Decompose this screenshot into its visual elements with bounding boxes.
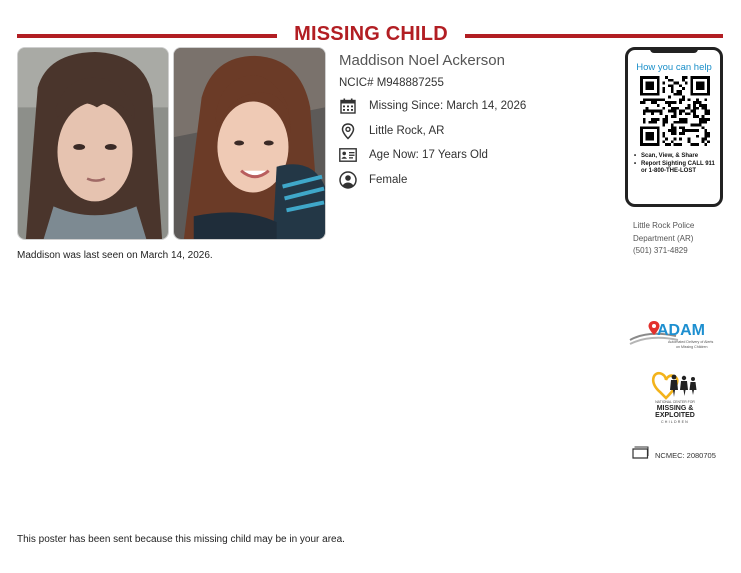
folder-icon [632, 446, 649, 464]
ncic-number: NCIC# M948887255 [339, 77, 444, 89]
footer-notice: This poster has been sent because this missing child may be in your area. [17, 534, 345, 545]
sex-row [339, 170, 408, 190]
help-bullets [633, 153, 719, 176]
header-rule-right [465, 34, 723, 38]
svg-text:NATIONAL CENTER FOR: NATIONAL CENTER FOR [655, 400, 695, 404]
ncmec-case-number [632, 446, 716, 464]
adam-logo [628, 318, 720, 354]
child-name: Maddison Noel Ackerson [339, 52, 505, 69]
missing-since-row [339, 96, 527, 116]
help-bullet: • Report Sighting CALL 911 or 1-800-THE-LOST [633, 161, 719, 176]
help-heading: How you can help [636, 62, 712, 73]
svg-text:EXPLOITED: EXPLOITED [655, 412, 695, 419]
ncmec-logo [646, 368, 704, 428]
calendar-icon [339, 97, 357, 115]
child-photo-2 [173, 47, 326, 240]
header-rule-left [17, 34, 277, 38]
child-photo-1 [17, 47, 169, 240]
how-you-can-help-card [625, 47, 723, 207]
svg-text:MISSING &: MISSING & [656, 405, 694, 412]
svg-text:CHILDREN: CHILDREN [661, 420, 689, 424]
help-bullet: • Scan, View, & Share [633, 153, 719, 161]
qr-code[interactable] [640, 76, 710, 146]
svg-text:Automated Delivery of Alerts: Automated Delivery of Alerts [668, 340, 714, 344]
poster-title: MISSING CHILD [294, 23, 448, 45]
sex-text: Female [369, 174, 408, 186]
svg-text:on Missing Children: on Missing Children [676, 345, 708, 349]
svg-text:ADAM: ADAM [657, 322, 705, 339]
location-text: Little Rock, AR [369, 125, 445, 137]
location-pin-icon [339, 122, 357, 140]
ncmec-id-text: NCMEC: 2080705 [655, 450, 716, 460]
missing-since-text: Missing Since: March 14, 2026 [369, 100, 527, 112]
id-card-icon [339, 146, 357, 164]
location-row [339, 121, 445, 141]
age-text: Age Now: 17 Years Old [369, 149, 488, 161]
agency-phone: (501) 371-4829 [633, 246, 688, 255]
agency-contact [633, 220, 733, 258]
phone-notch [650, 47, 698, 53]
last-seen-caption: Maddison was last seen on March 14, 2026. [17, 250, 213, 261]
agency-name: Little Rock Police Department (AR) [633, 221, 695, 243]
age-row [339, 145, 488, 165]
person-icon [339, 171, 357, 189]
